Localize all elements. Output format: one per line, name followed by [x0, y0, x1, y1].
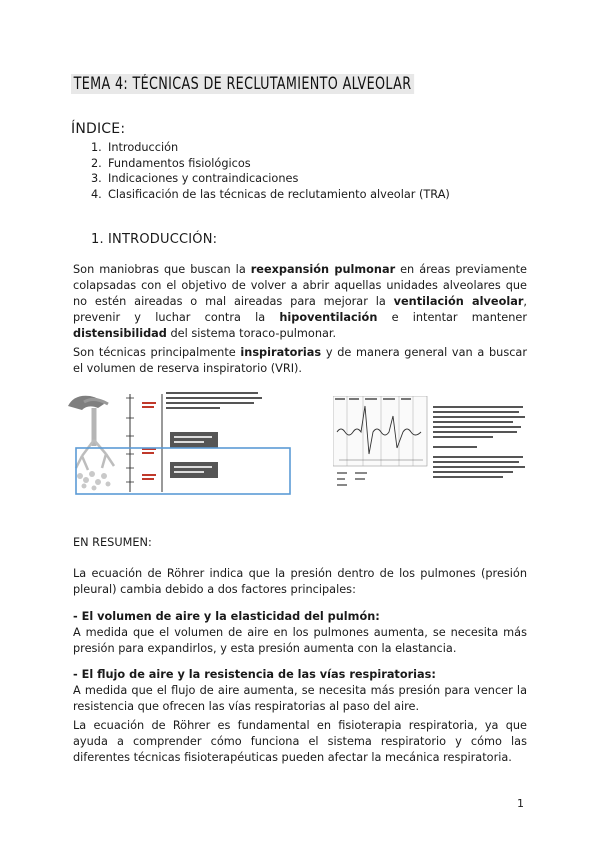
lung-volumes-figure: [333, 396, 526, 492]
weibel-airway-figure: [64, 388, 292, 496]
page-title: TEMA 4: TÉCNICAS DE RECLUTAMIENTO ALVEOLAR: [71, 74, 414, 94]
section-heading-introduccion: 1. INTRODUCCIÓN:: [91, 232, 218, 247]
index-heading: ÍNDICE:: [71, 121, 126, 137]
title-block: [71, 74, 470, 94]
toc-item: 3. Indicaciones y contraindicaciones: [91, 172, 299, 186]
page-number: 1: [517, 797, 524, 810]
flow-paragraph: - El flujo de aire y la resistencia de las vías respiratorias: A medida que el flujo de aire aumenta, se necesita más presión para vencer la resistencia que ofrecen las vías respiratorias al paso del aire.: [73, 668, 527, 714]
resumen-heading: EN RESUMEN:: [73, 536, 152, 549]
table-of-contents: [91, 140, 450, 202]
toc-item: 4. Clasificación de las técnicas de reclutamiento alveolar (TRA): [91, 187, 450, 201]
volume-paragraph: - El volumen de aire y la elasticidad del pulmón: A medida que el volumen de aire en los pulmones aumenta, se necesita más presión para expandirlos, y esta presión aumenta con la elastancia.: [73, 610, 527, 656]
toc-item: 2. Fundamentos fisiológicos: [91, 156, 251, 170]
conclusion-paragraph: La ecuación de Röhrer es fundamental en fisioterapia respiratoria, ya que ayuda a comprender cómo funciona el sistema respiratorio y cómo las diferentes técnicas fisioterapéuticas pueden afectar la mecánica respiratoria.: [73, 719, 527, 765]
intro-paragraph-1: Son maniobras que buscan la reexpansión pulmonar en áreas previamente colapsadas con el objetivo de volver a abrir aquellas unidades alveolares que no estén aireadas o mal aireadas para mejorar la ventilación alveolar, prevenir y luchar contra la hipoventilación e intentar mantener distensibilidad del sistema toraco-pulmonar.: [73, 263, 527, 341]
resumen-intro-paragraph: La ecuación de Röhrer indica que la presión dentro de los pulmones (presión pleural) cambia debido a dos factores principales:: [73, 567, 527, 597]
toc-item: 1. Introducción: [91, 141, 179, 154]
intro-paragraph-2: Son técnicas principalmente inspiratorias y de manera general van a buscar el volumen de reserva inspiratorio (VRI).: [73, 346, 527, 376]
